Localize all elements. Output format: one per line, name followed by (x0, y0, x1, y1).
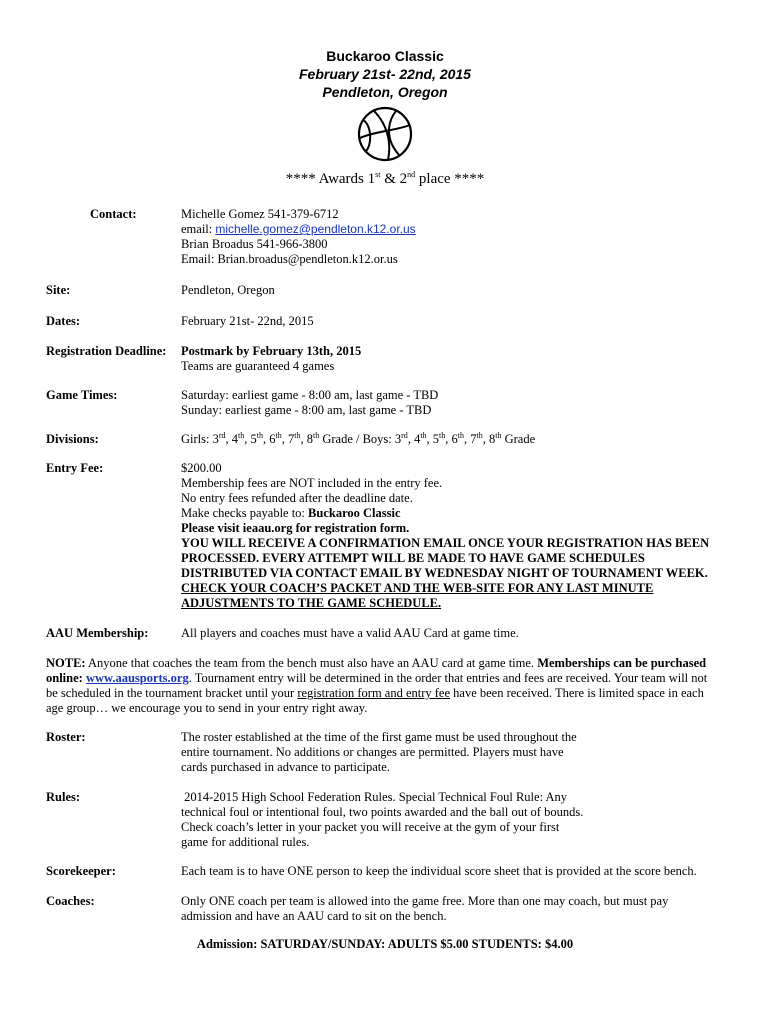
aau-label: AAU Membership: (46, 626, 149, 640)
rules-label: Rules: (46, 790, 81, 804)
rules-value: 2014-2015 High School Federation Rules. Special Technical Foul Rule: Any technical foul or intentional foul, two points awarded and the ball out of bounds. Check coach’s letter in your packet you will receive at the gym of your first game for additional rules. (181, 790, 584, 849)
site-value: Pendleton, Oregon (181, 283, 275, 297)
entry-fee-label: Entry Fee: (46, 461, 104, 475)
note-paragraph: NOTE: Anyone that coaches the team from the bench must also have an AAU card at game time. Memberships can be purchased online: www.aausports.org. Tournament entry will be determined in the order that entries and fees are received. Your team will not be scheduled in the tournament bracket until your registration form and entry fee have been received. There is limited space in each age group… we encourage you to send in your entry right away. (46, 656, 708, 715)
entry-fee-line: No entry fees refunded after the deadline date. (181, 491, 413, 505)
event-dates: February 21st- 22nd, 2015 (299, 66, 471, 82)
entry-fee-line: Make checks payable to: Buckaroo Classic (181, 506, 401, 520)
document-header (0, 47, 770, 101)
basketball-icon (356, 105, 414, 163)
dates-label: Dates: (46, 314, 81, 328)
entry-fee-line: CHECK YOUR COACH’S PACKET AND THE WEB-SITE FOR ANY LAST MINUTE (181, 581, 654, 595)
entry-fee-line: Please visit ieaau.org for registration form. (181, 521, 410, 535)
game-times-label: Game Times: (46, 388, 118, 402)
game-times-value (181, 388, 741, 418)
registration-deadline: Postmark by February 13th, 2015 (181, 344, 362, 358)
registration-note: Teams are guaranteed 4 games (181, 359, 335, 373)
entry-fee-line: ADJUSTMENTS TO THE GAME SCHEDULE. (181, 596, 442, 610)
entry-fee-line: DISTRIBUTED VIA CONTACT EMAIL BY WEDNESDAY NIGHT OF TOURNAMENT WEEK. (181, 566, 708, 580)
entry-fee-value (181, 461, 741, 611)
event-title: Buckaroo Classic (326, 48, 444, 64)
contact-email-link[interactable]: michelle.gomez@pendleton.k12.or.us (215, 222, 416, 236)
coaches-value: Only ONE coach per team is allowed into the game free. More than one may coach, but must pay admission and have an AAU card to sit on the bench. (181, 894, 669, 923)
contact-email-line: email: michelle.gomez@pendleton.k12.or.us (181, 222, 416, 236)
site-label: Site: (46, 283, 71, 297)
roster-label: Roster: (46, 730, 86, 744)
entry-fee-line: PROCESSED. EVERY ATTEMPT WILL BE MADE TO HAVE GAME SCHEDULES (181, 551, 645, 565)
dates-value: February 21st- 22nd, 2015 (181, 314, 314, 328)
game-times-sunday: Sunday: earliest game - 8:00 am, last game - TBD (181, 403, 432, 417)
entry-fee-line: Membership fees are NOT included in the entry fee. (181, 476, 443, 490)
game-times-saturday: Saturday: earliest game - 8:00 am, last game - TBD (181, 388, 439, 402)
registration-value (181, 344, 741, 374)
registration-label: Registration Deadline: (46, 344, 167, 358)
roster-value: The roster established at the time of the first game must be used throughout the entire tournament. No additions or changes are permitted. Players must have cards purchased in advance to participate. (181, 730, 577, 774)
contact-line-4: Email: Brian.broadus@pendleton.k12.or.us (181, 252, 398, 266)
entry-fee-amount: $200.00 (181, 461, 222, 475)
divisions-label: Divisions: (46, 432, 99, 446)
admission-line: Admission: SATURDAY/SUNDAY: ADULTS $5.00 STUDENTS: $4.00 (196, 937, 574, 951)
awards-line: **** Awards 1st & 2nd place **** (285, 170, 485, 187)
divisions-value: Girls: 3rd, 4th, 5th, 6th, 7th, 8th Grade / Boys: 3rd, 4th, 5th, 6th, 7th, 8th Grade (181, 430, 536, 446)
coaches-label: Coaches: (46, 894, 95, 908)
scorekeeper-value: Each team is to have ONE person to keep the individual score sheet that is provided at the score bench. (181, 864, 697, 878)
event-location: Pendleton, Oregon (322, 84, 448, 100)
scorekeeper-label: Scorekeeper: (46, 864, 116, 878)
contact-line-3: Brian Broadus 541-966-3800 (181, 237, 328, 251)
aau-value: All players and coaches must have a valid AAU Card at game time. (181, 626, 519, 640)
aausports-link[interactable]: www.aausports.org (85, 671, 189, 685)
contact-info (181, 207, 741, 267)
contact-line-1: Michelle Gomez 541-379-6712 (181, 207, 339, 221)
contact-label: Contact: (90, 207, 137, 221)
entry-fee-line: YOU WILL RECEIVE A CONFIRMATION EMAIL ONCE YOUR REGISTRATION HAS BEEN (181, 536, 710, 550)
